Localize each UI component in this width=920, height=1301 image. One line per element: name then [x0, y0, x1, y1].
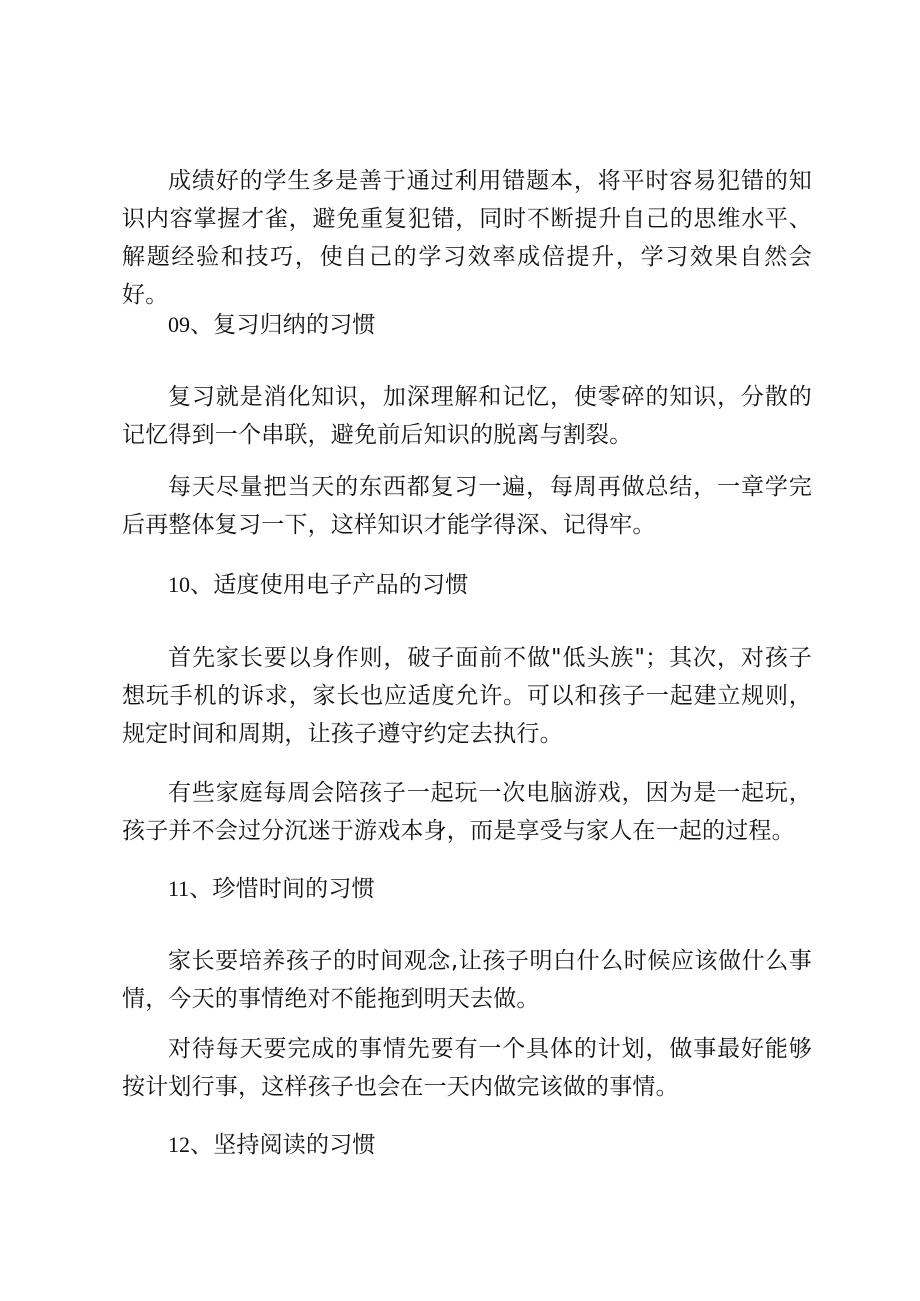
- section-number: 12: [168, 1132, 190, 1157]
- section-number: 10: [168, 572, 190, 597]
- paragraph-time-1: 家长要培养孩子的时间观念,让孩子明白什么时候应该做什么事情，今天的事情绝对不能拖到明天去做。: [122, 948, 812, 1012]
- section-heading-electronics: [168, 566, 808, 604]
- section-heading-time: [168, 870, 808, 908]
- paragraph-electronics-2: 有些家庭每周会陪孩子一起玩一次电脑游戏，因为是一起玩，孩子并不会过分沉迷于游戏本身，而是享受与家人在一起的过程。: [122, 780, 812, 844]
- section-title: 、珍惜时间的习惯: [189, 876, 375, 902]
- section-heading-review: [168, 306, 808, 344]
- section-number: 11: [168, 876, 190, 901]
- paragraph-review-1: 复习就是消化知识，加深理解和记忆，使零碎的知识，分散的记忆得到一个串联，避免前后知识的脱离与割裂。: [122, 384, 812, 448]
- section-title: 、坚持阅读的习惯: [190, 1132, 376, 1158]
- section-heading-reading: [168, 1126, 808, 1164]
- section-title: 、复习归纳的习惯: [190, 312, 376, 338]
- paragraph-electronics-1: 首先家长要以身作则，破子面前不做"低头族"；其次，对孩子想玩手机的诉求，家长也应适度允许。可以和孩子一起建立规则，规定时间和周期，让孩子遵守约定去执行。: [122, 645, 812, 747]
- paragraph-review-2: 每天尽量把当天的东西都复习一遍，每周再做总结，一章学完后再整体复习一下，这样知识才能学得深、记得牢。: [122, 474, 812, 538]
- section-number: 09: [168, 312, 190, 337]
- paragraph-time-2: 对待每天要完成的事情先要有一个具体的计划，做事最好能够按计划行事，这样孩子也会在一天内做完该做的事情。: [122, 1036, 812, 1100]
- section-title: 、适度使用电子产品的习惯: [190, 572, 469, 598]
- paragraph-error-notebook: 成绩好的学生多是善于通过利用错题本，将平时容易犯错的知识内容掌握才雀，避免重复犯错，同时不断提升自己的思维水平、解题经验和技巧，使自己的学习效率成倍提升，学习效果自然会好。: [122, 168, 812, 308]
